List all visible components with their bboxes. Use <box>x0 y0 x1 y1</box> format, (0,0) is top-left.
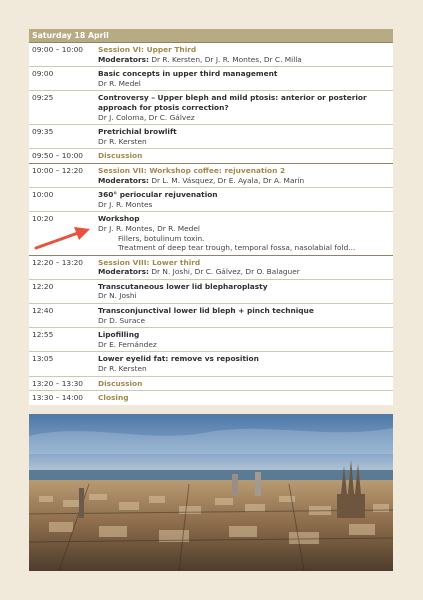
talk-row <box>29 91 393 125</box>
talk-row <box>29 125 393 149</box>
talk-cell <box>95 188 393 212</box>
talk-speaker: Dr D. Surace <box>98 315 146 325</box>
talk-row <box>29 67 393 91</box>
time-cell: 09:00 <box>29 67 95 91</box>
time-cell: 09:25 <box>29 91 95 125</box>
talk-cell <box>95 67 393 91</box>
talk-title: 360° periocular rejuvenation <box>98 190 218 200</box>
talk-row <box>29 328 393 352</box>
program-page <box>29 29 393 405</box>
talk-row <box>29 304 393 328</box>
discussion-row <box>29 149 393 164</box>
talk-cell <box>95 279 393 303</box>
talk-title: Controversy – Upper bleph and mild ptosis: anterior or posterior approach for ptosis correction? <box>98 93 367 112</box>
day-header: Saturday 18 April <box>29 29 393 42</box>
talk-title: Transcutaneous lower lid blepharoplasty <box>98 281 268 291</box>
time-cell: 09:00 – 10:00 <box>29 43 95 67</box>
time-cell: 10:00 – 12:20 <box>29 163 95 187</box>
discussion-title: Discussion <box>98 151 143 161</box>
talk-row <box>29 279 393 303</box>
discussion-cell <box>95 376 393 391</box>
talk-cell <box>95 125 393 149</box>
time-cell: 12:20 – 13:20 <box>29 255 95 279</box>
session-row <box>29 255 393 279</box>
moderators-line <box>98 267 390 277</box>
closing-title: Closing <box>98 393 129 403</box>
time-cell: 10:20 <box>29 212 95 255</box>
moderators-names: Dr N. Joshi, Dr C. Gálvez, Dr O. Balaguer <box>151 267 300 277</box>
closing-row <box>29 391 393 405</box>
time-cell: 12:55 <box>29 328 95 352</box>
workshop-speakers: Dr J. R. Montes, Dr R. Medel <box>98 223 200 233</box>
discussion-title: Discussion <box>98 378 143 388</box>
time-cell: 13:05 <box>29 352 95 376</box>
moderators-line <box>98 176 390 186</box>
session-cell <box>95 163 393 187</box>
talk-cell <box>95 352 393 376</box>
session-title: Session VIII: Lower third <box>98 257 201 267</box>
city-skyline-illustration <box>29 414 393 571</box>
session-cell <box>95 255 393 279</box>
moderators-label: Moderators: <box>98 175 149 185</box>
talk-speaker: Dr R. Kersten <box>98 364 147 374</box>
talk-title: Lower eyelid fat: remove vs reposition <box>98 354 259 364</box>
talk-cell <box>95 328 393 352</box>
talk-row <box>29 352 393 376</box>
time-cell: 12:20 <box>29 279 95 303</box>
schedule-table <box>29 42 393 405</box>
moderators-label: Moderators: <box>98 267 149 277</box>
talk-title: Transconjunctival lower lid bleph + pinch technique <box>98 306 314 316</box>
time-cell: 12:40 <box>29 304 95 328</box>
workshop-cell <box>95 212 393 255</box>
talk-title: Pretrichial browlift <box>98 127 177 137</box>
talk-speaker: Dr J. Coloma, Dr C. Gálvez <box>98 112 195 122</box>
time-cell: 13:30 – 14:00 <box>29 391 95 405</box>
talk-speaker: Dr R. Kersten <box>98 136 147 146</box>
talk-title: Basic concepts in upper third management <box>98 69 278 79</box>
session-title: Session VI: Upper Third <box>98 45 197 54</box>
city-skyline-photo <box>29 414 393 571</box>
moderators-names: Dr R. Kersten, Dr J. R. Montes, Dr C. Milla <box>151 54 302 64</box>
session-row <box>29 163 393 187</box>
time-cell: 10:00 <box>29 188 95 212</box>
session-title: Session VII: Workshop coffee: rejuvenation 2 <box>98 165 286 175</box>
time-cell: 09:35 <box>29 125 95 149</box>
moderators-line <box>98 55 390 65</box>
talk-speaker: Dr N. Joshi <box>98 291 137 301</box>
talk-title: Lipofilling <box>98 330 140 340</box>
red-arrow-icon <box>34 226 94 252</box>
discussion-cell <box>95 149 393 164</box>
workshop-detail: Treatment of deep tear trough, temporal fossa, nasolabial fold... <box>118 243 356 253</box>
moderators-label: Moderators: <box>98 54 149 64</box>
talk-cell <box>95 304 393 328</box>
discussion-row <box>29 376 393 391</box>
talk-speaker: Dr R. Medel <box>98 78 141 88</box>
closing-cell <box>95 391 393 405</box>
session-cell <box>95 43 393 67</box>
talk-speaker: Dr J. R. Montes <box>98 199 153 209</box>
talk-row <box>29 188 393 212</box>
workshop-detail: Fillers, botulinum toxin. <box>118 233 205 243</box>
time-cell: 13:20 – 13:30 <box>29 376 95 391</box>
workshop-title: Workshop <box>98 214 140 224</box>
moderators-names: Dr L. M. Vásquez, Dr E. Ayala, Dr A. Marín <box>151 175 305 185</box>
talk-speaker: Dr E. Fernández <box>98 339 157 349</box>
talk-cell <box>95 91 393 125</box>
time-cell: 09:50 – 10:00 <box>29 149 95 164</box>
session-row <box>29 43 393 67</box>
